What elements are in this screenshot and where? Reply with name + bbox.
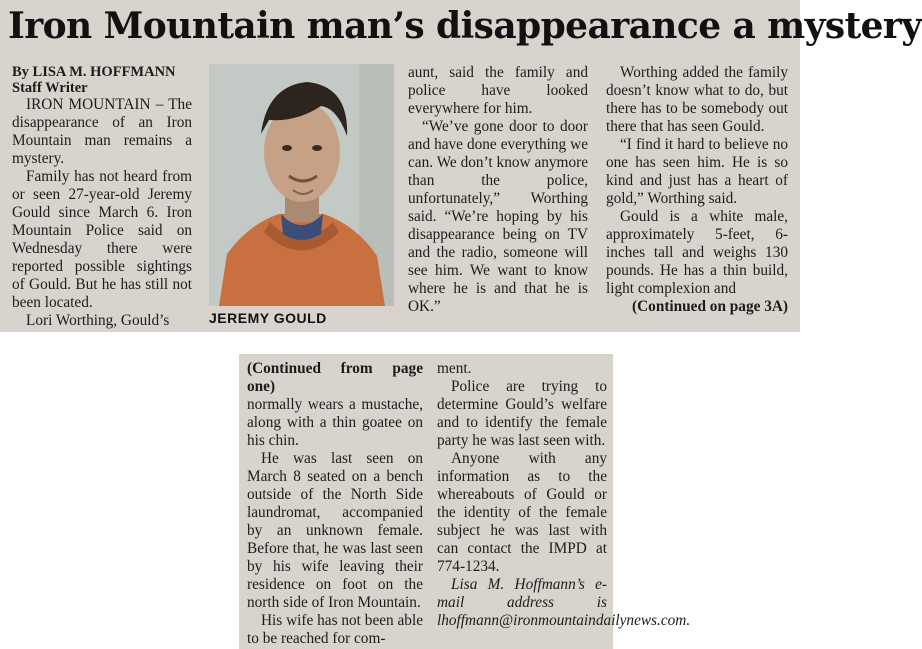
jump-column-1: [247, 360, 423, 648]
author-email-note: Lisa M. Hoffmann’s e-mail address is lhoffmann@ironmountaindailynews.com.: [437, 576, 691, 629]
byline-role: Staff Writer: [12, 80, 88, 96]
jump-column-2: [437, 360, 691, 630]
portrait-image: [209, 64, 394, 306]
article-paragraph: aunt, said the family and police have looked everywhere for him.: [408, 64, 588, 117]
article-paragraph: Worthing added the family doesn’t know what to do, but there has to be somebody out there that has seen Gould.: [606, 64, 788, 135]
article-paragraph: Police are trying to determine Gould’s welfare and to identify the female party he was last seen with.: [437, 378, 607, 449]
article-paragraph: ment.: [437, 360, 472, 377]
article-paragraph: He was last seen on March 8 seated on a bench outside of the North Side laundromat, accompanied by an unknown female. Before that, he was last seen by his wife leaving their residence on foot on the north side of Iron Mountain.: [247, 450, 423, 611]
article-clipping-jump: [239, 354, 691, 649]
article-paragraph: Lori Worthing, Gould’s: [26, 312, 170, 329]
continued-on-label: (Continued on page 3A): [632, 298, 788, 315]
continued-from-label: (Continued from page one): [247, 360, 423, 395]
headline: Iron Mountain man’s disappearance a mystery: [8, 5, 922, 47]
photo-caption: JEREMY GOULD: [209, 310, 327, 326]
article-paragraph: Family has not heard from or seen 27-year-old Jeremy Gould since March 6. Iron Mountain Police said on Wednesday there were reported possible sightings of Gould. But he has still not been located.: [12, 168, 192, 311]
photo-jeremy-gould: [209, 64, 394, 306]
article-paragraph: Gould is a white male, approximately 5-feet, 6-inches tall and weighs 130 pounds. He has a thin build, light complexion and: [606, 208, 788, 297]
article-paragraph: “We’ve gone door to door and have done everything we can. We don’t know anymore than the police, unfortunately,” Worthing said. “We’re hoping by his disappearance being on TV and the radio, someone will see him. We want to know where he is and that he is OK.”: [408, 118, 588, 315]
article-paragraph: His wife has not been able to be reached for com-: [247, 612, 423, 647]
article-paragraph: IRON MOUNTAIN – The disappearance of an Iron Mountain man remains a mystery.: [12, 96, 192, 167]
article-column-3: [606, 64, 788, 316]
article-paragraph: Anyone with any information as to the whereabouts of Gould or the identity of the female subject he was last with can contact the IMPD at 774-1234.: [437, 450, 607, 575]
article-column-1: [12, 64, 192, 330]
article-paragraph: “I find it hard to believe no one has seen him. He is so kind and just has a heart of gold,” Worthing said.: [606, 136, 788, 207]
article-paragraph: normally wears a mustache, along with a thin goatee on his chin.: [247, 396, 423, 449]
article-column-2: [408, 64, 588, 316]
byline-author: By LISA M. HOFFMANN: [12, 64, 176, 80]
